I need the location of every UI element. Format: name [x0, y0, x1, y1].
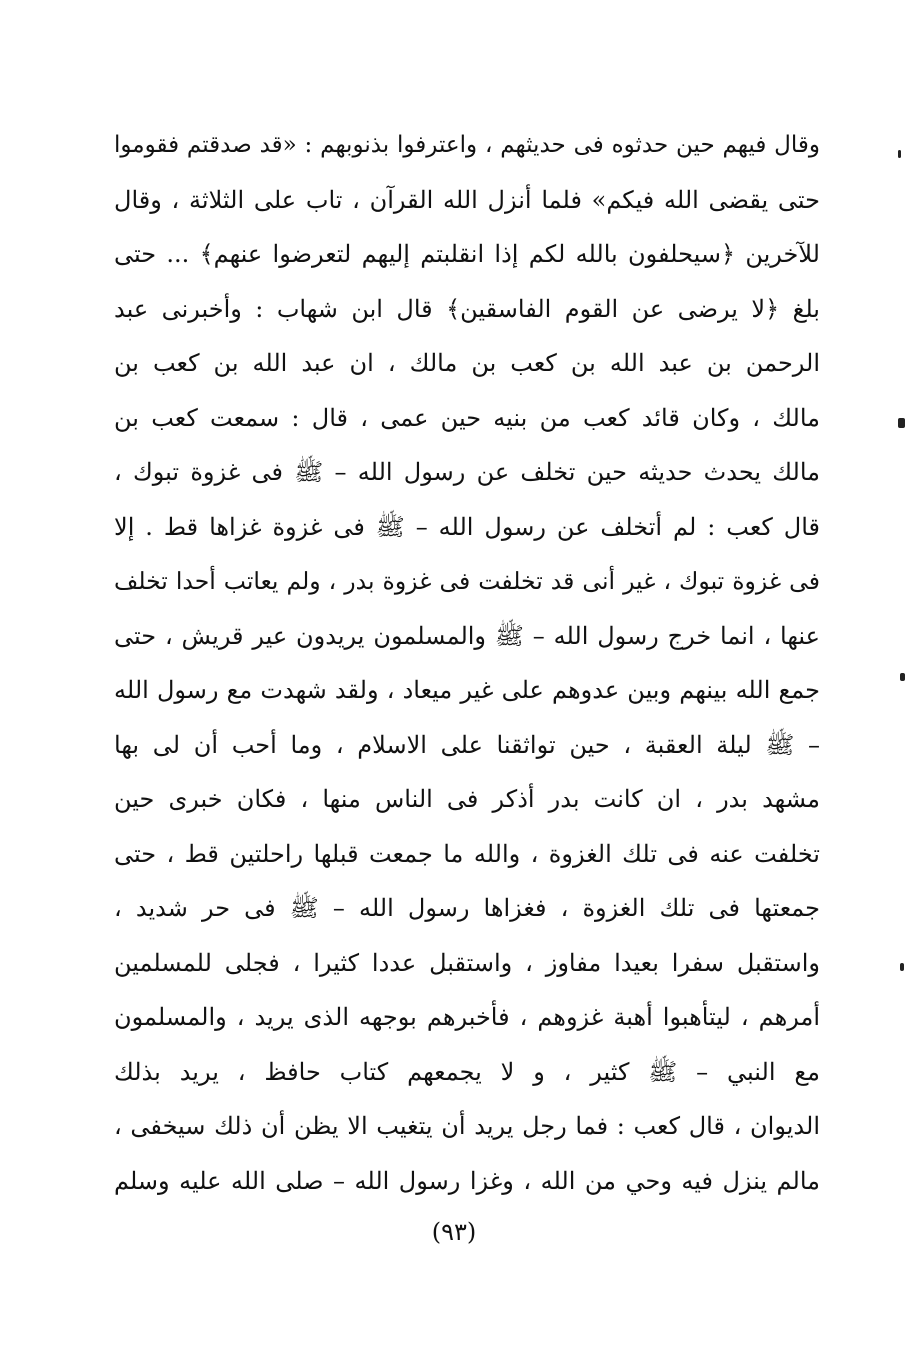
text-line: وقال فيهم حين حدثوه فى حديثهم ، واعترفوا بذنوبهم : «قد صدقتم فقوموا — [114, 132, 820, 158]
text-line: قال كعب : لم أتخلف عن رسول الله – ﷺ فى غزوة غزاها قط . إلا — [114, 512, 820, 541]
text-line: واستقبل سفرا بعيدا مفاوز ، واستقبل عددا كثيرا ، فجلى للمسلمين — [114, 948, 820, 977]
page-number: (٩٣) — [431, 1218, 477, 1246]
text-line: مع النبي – ﷺ كثير ، و لا يجمعهم كتاب حافظ ، يريد بذلك — [114, 1057, 820, 1086]
text-line: حتى يقضى الله فيكم» فلما أنزل الله القرآن ، تاب على الثلاثة ، وقال — [114, 185, 820, 214]
text-line: أمرهم ، ليتأهبوا أهبة غزوهم ، فأخبرهم بوجهه الذى يريد ، والمسلمون — [114, 1003, 820, 1031]
text-line: مالم ينزل فيه وحي من الله ، وغزا رسول الله – صلى الله عليه وسلم — [114, 1166, 820, 1195]
text-line: مشهد بدر ، ان كانت بدر أذكر فى الناس منها ، فكان خبرى حين — [114, 785, 820, 813]
text-line: مالك ، وكان قائد كعب من بنيه حين عمى ، قال : سمعت كعب بن — [114, 403, 820, 432]
scan-mark — [900, 963, 904, 971]
text-line: عنها ، انما خرج رسول الله – ﷺ والمسلمون يريدون عير قريش ، حتى — [114, 621, 820, 650]
text-line: جمعتها فى تلك الغزوة ، فغزاها رسول الله – ﷺ فى حر شديد ، — [114, 894, 820, 922]
scan-mark — [898, 418, 905, 428]
text-line: بلغ ﴿لا يرضى عن القوم الفاسقين﴾ قال ابن شهاب : وأخبرنى عبد — [114, 294, 820, 323]
body-text — [114, 118, 820, 1208]
scan-mark — [900, 673, 905, 681]
text-line: – ﷺ ليلة العقبة ، حين تواثقنا على الاسلام ، وما أحب أن لى بها — [114, 730, 820, 759]
text-line: الرحمن بن عبد الله بن كعب بن مالك ، ان عبد الله بن كعب بن — [114, 349, 820, 377]
text-line: جمع الله بينهم وبين عدوهم على غير ميعاد ، ولقد شهدت مع رسول الله — [114, 676, 820, 704]
scan-mark — [898, 150, 901, 158]
text-line: تخلفت عنه فى تلك الغزوة ، والله ما جمعت قبلها راحلتين قط ، حتى — [114, 839, 820, 868]
text-line: الديوان ، قال كعب : فما رجل يريد أن يتغيب الا يظن أن ذلك سيخفى ، — [114, 1112, 820, 1140]
text-line: للآخرين ﴿سيحلفون بالله لكم إذا انقلبتم إليهم لتعرضوا عنهم﴾ ... حتى — [114, 240, 820, 268]
text-line: مالك يحدث حديثه حين تخلف عن رسول الله – ﷺ فى غزوة تبوك ، — [114, 458, 820, 486]
text-line: فى غزوة تبوك ، غير أنى قد تخلفت فى غزوة بدر ، ولم يعاتب أحدا تخلف — [114, 567, 820, 595]
